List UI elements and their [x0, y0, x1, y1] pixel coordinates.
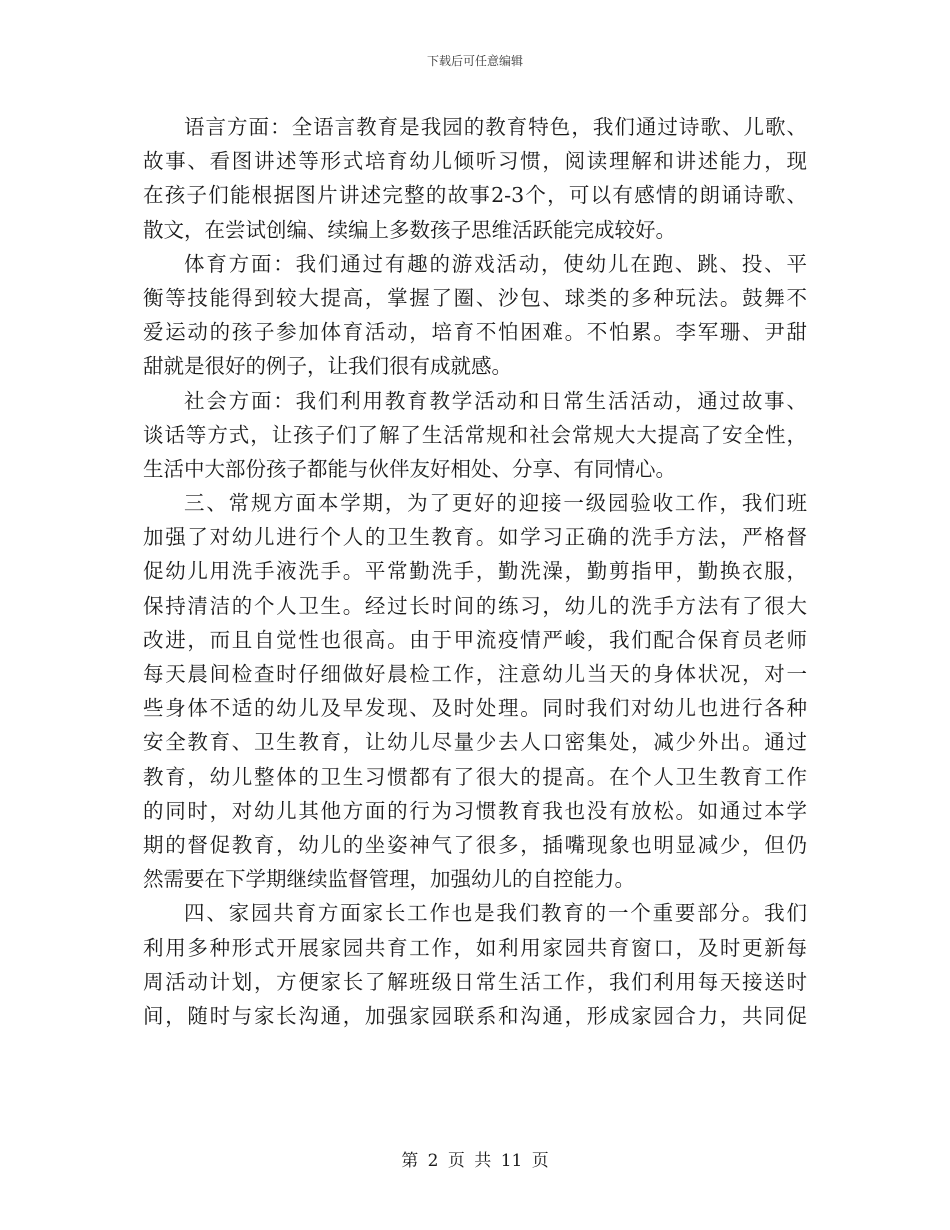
- paragraph-line: 爱运动的孩子参加体育活动，培育不怕困难。不怕累。李军珊、尹甜: [143, 320, 807, 345]
- paragraph-line: 周活动计划，方便家长了解班级日常生活工作，我们利用每天接送时: [143, 969, 807, 994]
- paragraph-line: 改进，而且自觉性也很高。由于甲流疫情严峻，我们配合保育员老师: [143, 627, 807, 652]
- paragraph-line: 社会方面：我们利用教育教学活动和日常生活活动，通过故事、: [184, 388, 807, 413]
- paragraph-line: 衡等技能得到较大提高，掌握了圈、沙包、球类的多种玩法。鼓舞不: [143, 285, 807, 310]
- paragraph-line: 生活中大部份孩子都能与伙伴友好相处、分享、有同情心。: [143, 456, 676, 481]
- paragraph-line: 故事、看图讲述等形式培育幼儿倾听习惯，阅读理解和讲述能力，现: [143, 149, 807, 174]
- paragraph-line: 加强了对幼儿进行个人的卫生教育。如学习正确的洗手方法，严格督: [143, 525, 807, 550]
- paragraph-line: 谈话等方式，让孩子们了解了生活常规和社会常规大大提高了安全性，: [143, 422, 807, 447]
- paragraph-line: 教育，幼儿整体的卫生习惯都有了很大的提高。在个人卫生教育工作: [143, 764, 807, 789]
- paragraph-line: 然需要在下学期继续监督管理，加强幼儿的自控能力。: [143, 867, 635, 892]
- paragraph-line: 间，随时与家长沟通，加强家园联系和沟通，形成家园合力，共同促: [143, 1003, 807, 1028]
- paragraph-line: 保持清洁的个人卫生。经过长时间的练习，幼儿的洗手方法有了很大: [143, 593, 807, 618]
- page-number-footer: 第 2 页 共 11 页: [401, 1151, 549, 1171]
- paragraph-line: 安全教育、卫生教育，让幼儿尽量少去人口密集处，减少外出。通过: [143, 730, 807, 755]
- paragraph-line: 三、常规方面本学期，为了更好的迎接一级园验收工作，我们班: [184, 491, 807, 516]
- paragraph-line: 语言方面：全语言教育是我园的教育特色，我们通过诗歌、儿歌、: [184, 115, 807, 139]
- paragraph-line: 期的督促教育，幼儿的坐姿神气了很多，插嘴现象也明显减少，但仍: [143, 832, 807, 857]
- paragraph-line: 散文，在尝试创编、续编上多数孩子思维活跃能完成较好。: [143, 217, 676, 242]
- paragraph-line: 每天晨间检查时仔细做好晨检工作，注意幼儿当天的身体状况，对一: [143, 662, 807, 686]
- paragraph-line: 甜就是很好的例子，让我们很有成就感。: [143, 354, 512, 379]
- document-body: [143, 110, 807, 1033]
- paragraph-line: 的同时，对幼儿其他方面的行为习惯教育我也没有放松。如通过本学: [143, 798, 807, 823]
- paragraph-line: 利用多种形式开展家园共育工作，如利用家园共育窗口，及时更新每: [143, 935, 807, 960]
- paragraph-line: 在孩子们能根据图片讲述完整的故事2-3个，可以有感情的朗诵诗歌、: [143, 183, 807, 208]
- page-header-note: 下载后可任意编辑: [426, 54, 523, 68]
- paragraph-line: 四、家园共育方面家长工作也是我们教育的一个重要部分。我们: [184, 901, 807, 926]
- paragraph-line: 体育方面：我们通过有趣的游戏活动，使幼儿在跑、跳、投、平: [184, 251, 807, 276]
- paragraph-line: 促幼儿用洗手液洗手。平常勤洗手，勤洗澡，勤剪指甲，勤换衣服，: [143, 559, 807, 584]
- paragraph-line: 些身体不适的幼儿及早发现、及时处理。同时我们对幼儿也进行各种: [143, 696, 807, 721]
